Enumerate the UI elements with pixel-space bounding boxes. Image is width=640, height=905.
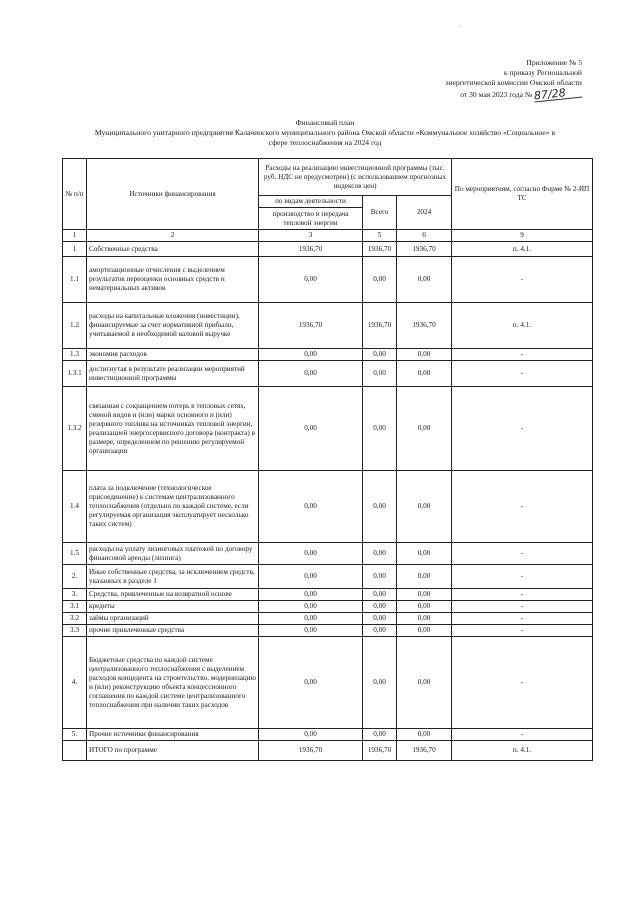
row-total-value: 0,00 [363, 729, 397, 741]
row-events-ref: п. 4.1. [452, 741, 593, 761]
row-events-ref: - [452, 349, 593, 361]
row-year-value: 1936,70 [397, 242, 452, 257]
row-production-value: 0,00 [259, 637, 363, 729]
row-total-value: 1936,70 [363, 303, 397, 349]
table-row [63, 741, 593, 761]
row-total-value: 0,00 [363, 543, 397, 565]
row-year-value: 1936,70 [397, 303, 452, 349]
row-source: Собственные средства [87, 242, 259, 257]
row-number: 3.1 [63, 601, 87, 613]
row-total-value: 0,00 [363, 589, 397, 601]
row-production-value: 0,00 [259, 589, 363, 601]
row-production-value: 1936,70 [259, 303, 363, 349]
row-year-value: 0,00 [397, 361, 452, 387]
row-total-value: 0,00 [363, 349, 397, 361]
order-date-line [445, 85, 582, 103]
appendix-line: к приказу Региональной [503, 68, 582, 78]
row-year-value: 0,00 [397, 589, 452, 601]
row-production-value: 0,00 [259, 471, 363, 543]
row-year-value: 0,00 [397, 601, 452, 613]
row-number: 2. [63, 565, 87, 589]
row-events-ref: - [452, 257, 593, 303]
row-source: связанная с сокращением потерь в тепловых сетях, сменой видов и (или) марки основного и (или) резервного топлива на источниках тепловой энергии, реализацией энергосервисного договора (контракта) в размере, определенном по решению регулируемой организации [87, 387, 259, 471]
order-date-text: от 30 мая 2023 года № [460, 89, 533, 99]
table-body [63, 242, 593, 761]
row-events-ref: - [452, 565, 593, 589]
table-row [63, 637, 593, 729]
row-total-value: 0,00 [363, 613, 397, 625]
row-total-value: 0,00 [363, 471, 397, 543]
row-year-value: 0,00 [397, 729, 452, 741]
table-row [63, 387, 593, 471]
row-year-value: 0,00 [397, 543, 452, 565]
table-row [63, 589, 593, 601]
head-total: Всего [363, 196, 397, 230]
row-source: расходы на уплату лизинговых платежей по договору финансовой аренды (лизинга) [87, 543, 259, 565]
row-source: прочие привлеченные средства [87, 625, 259, 637]
row-number: 3.3 [63, 625, 87, 637]
column-index: 2 [87, 230, 259, 242]
row-events-ref: - [452, 601, 593, 613]
row-number: 3. [63, 589, 87, 601]
row-year-value: 0,00 [397, 257, 452, 303]
row-total-value: 0,00 [363, 565, 397, 589]
column-index: 1 [63, 230, 87, 242]
row-events-ref: - [452, 613, 593, 625]
appendix-header [445, 58, 582, 103]
column-index: 3 [259, 230, 363, 242]
column-index: 6 [397, 230, 452, 242]
row-production-value: 0,00 [259, 613, 363, 625]
row-total-value: 0,00 [363, 257, 397, 303]
row-events-ref: - [452, 625, 593, 637]
row-number: 1.3.1 [63, 361, 87, 387]
row-production-value: 0,00 [259, 361, 363, 387]
head-expenses-group: Расходы на реализацию инвестиционной программы (тыс. руб. НДС не предусмотрен) (с использованием прогнозных индексов цен) [259, 159, 452, 196]
table-head [63, 159, 593, 242]
row-number: 1.3.2 [63, 387, 87, 471]
appendix-line: энергетической комиссии Омской области [445, 78, 582, 88]
table-row [63, 613, 593, 625]
row-production-value: 0,00 [259, 729, 363, 741]
column-index: 9 [452, 230, 593, 242]
row-number: 1.1 [63, 257, 87, 303]
table-row [63, 543, 593, 565]
table-row [63, 257, 593, 303]
row-events-ref: п. 4.1. [452, 242, 593, 257]
row-production-value: 0,00 [259, 625, 363, 637]
order-number: 87/28 [534, 86, 583, 102]
row-total-value: 0,00 [363, 361, 397, 387]
head-production: производство и передача тепловой энергии [259, 208, 363, 230]
appendix-line: Приложение № 5 [526, 58, 582, 67]
row-number: 1.3 [63, 349, 87, 361]
row-source: кредиты [87, 601, 259, 613]
row-year-value: 1936,70 [397, 741, 452, 761]
row-number: 5. [63, 729, 87, 741]
row-events-ref: п. 4.1. [452, 303, 593, 349]
row-number: 1.2 [63, 303, 87, 349]
head-by-activity: по видам деятельности [259, 196, 363, 208]
row-production-value: 0,00 [259, 257, 363, 303]
row-source: займы организаций [87, 613, 259, 625]
row-events-ref: - [452, 589, 593, 601]
row-source: экономия расходов [87, 349, 259, 361]
row-source: Бюджетные средства по каждой системе централизованного теплоснабжения с выделением расходов концедента на строительство, модернизацию и (или) реконструкцию объекта концессионного соглашения по каждой системе централизованного теплоснабжения при наличии таких расходов [87, 637, 259, 729]
row-year-value: 0,00 [397, 613, 452, 625]
table-row [63, 361, 593, 387]
row-total-value: 0,00 [363, 387, 397, 471]
row-production-value: 0,00 [259, 601, 363, 613]
row-total-value: 1936,70 [363, 242, 397, 257]
row-events-ref: - [452, 543, 593, 565]
row-events-ref: - [452, 361, 593, 387]
title-line: Финансовый план [295, 118, 355, 127]
row-production-value: 0,00 [259, 387, 363, 471]
row-production-value: 0,00 [259, 349, 363, 361]
row-source: ИТОГО по программе [87, 741, 259, 761]
row-events-ref: - [452, 729, 593, 741]
head-events: По мероприятиям, согласно Форме № 2-ИП ТС [452, 159, 593, 230]
head-num: № п/п [63, 159, 87, 230]
table-row [63, 729, 593, 741]
table-row [63, 625, 593, 637]
head-year: 2024 [397, 196, 452, 230]
row-source: плата за подключение (технологическое присоединение) к системам централизованного теплоснабжения (отдельно по каждой системе, если регулируемая организация эксплуатирует несколько таких систем) [87, 471, 259, 543]
row-total-value: 1936,70 [363, 741, 397, 761]
row-source: достигнутая в результате реализации мероприятий инвестиционной программы [87, 361, 259, 387]
row-source: амортизационные отчисления с выделением результатов переоценки основных средств и нематериальных активов [87, 257, 259, 303]
row-number: 1.5 [63, 543, 87, 565]
row-number: 1.4 [63, 471, 87, 543]
head-source: Источники финансирования [87, 159, 259, 230]
row-number: 1 [63, 242, 87, 257]
table-row [63, 471, 593, 543]
row-total-value: 0,00 [363, 625, 397, 637]
row-events-ref: - [452, 387, 593, 471]
row-year-value: 0,00 [397, 637, 452, 729]
financial-plan-table [62, 158, 593, 761]
row-year-value: 0,00 [397, 565, 452, 589]
row-production-value: 0,00 [259, 565, 363, 589]
row-number: 3.2 [63, 613, 87, 625]
document-title [60, 118, 590, 149]
table-row [63, 242, 593, 257]
row-source: Иные собственные средства, за исключением средств, указанных в разделе 1 [87, 565, 259, 589]
row-source: расходы на капитальные вложения (инвестиции), финансируемые за счет нормативной прибыли, учитываемой в необходимой валовой выручке [87, 303, 259, 349]
title-line: Муниципального унитарного предприятия Калачинского муниципального района Омской области «Коммунальное хозяйство «Социальное» в [94, 128, 556, 138]
table-row [63, 565, 593, 589]
row-source: Средства, привлеченные на возвратной основе [87, 589, 259, 601]
corner-mark: · [458, 22, 461, 31]
row-production-value: 1936,70 [259, 242, 363, 257]
row-year-value: 0,00 [397, 387, 452, 471]
row-number [63, 741, 87, 761]
row-events-ref: - [452, 637, 593, 729]
row-events-ref: - [452, 471, 593, 543]
row-production-value: 1936,70 [259, 741, 363, 761]
row-source: Прочие источники финансирования [87, 729, 259, 741]
row-year-value: 0,00 [397, 349, 452, 361]
row-production-value: 0,00 [259, 543, 363, 565]
row-total-value: 0,00 [363, 601, 397, 613]
table-row [63, 303, 593, 349]
row-year-value: 0,00 [397, 625, 452, 637]
table-row [63, 349, 593, 361]
row-year-value: 0,00 [397, 471, 452, 543]
row-total-value: 0,00 [363, 637, 397, 729]
column-index: 5 [363, 230, 397, 242]
title-line: сфере теплоснабжения на 2024 год [268, 138, 382, 148]
row-number: 4. [63, 637, 87, 729]
table-row [63, 601, 593, 613]
